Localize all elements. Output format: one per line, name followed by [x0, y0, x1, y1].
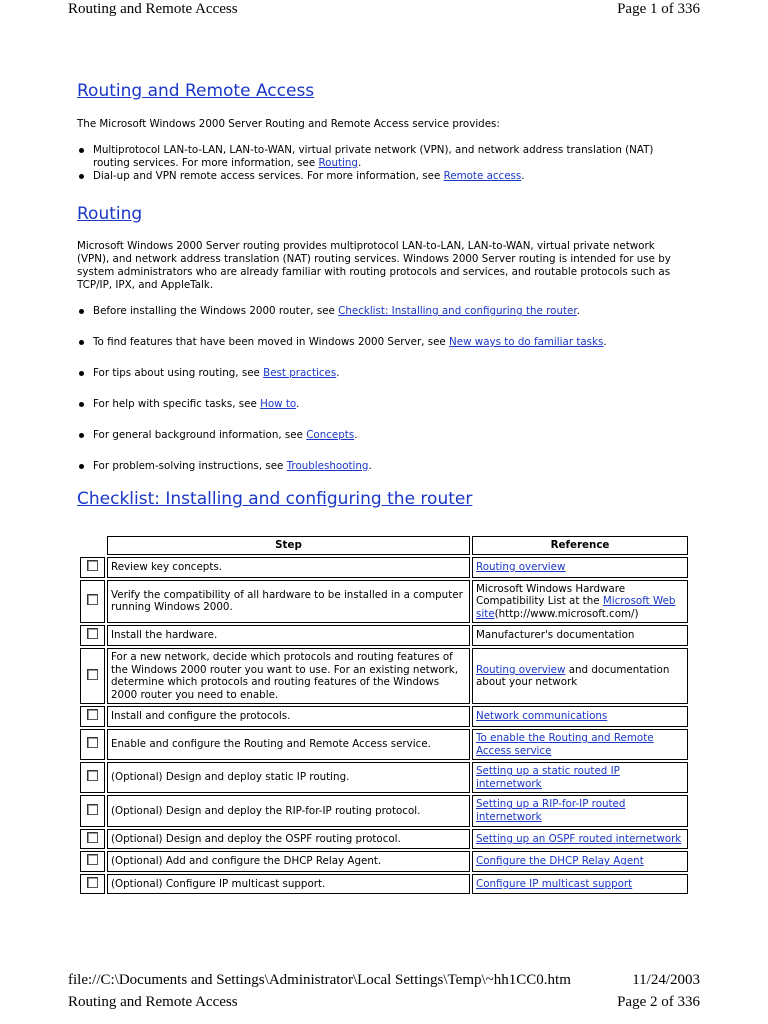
checkbox-icon[interactable] [87, 709, 98, 720]
checkbox-icon[interactable] [87, 560, 98, 571]
checkbox-cell [80, 648, 105, 704]
bullet-item [77, 398, 689, 411]
table-row [80, 557, 688, 578]
checkbox-icon[interactable] [87, 669, 98, 680]
bullet-link[interactable]: Troubleshooting [286, 460, 369, 472]
checkbox-cell [80, 829, 105, 850]
bullet-link[interactable]: Checklist: Installing and configuring the router [338, 305, 577, 317]
page-footer [68, 971, 700, 989]
bullet-text: Before installing the Windows 2000 router, see [93, 305, 339, 317]
heading-checklist[interactable]: Checklist: Installing and configuring the router [77, 489, 473, 509]
header-title: Routing and Remote Access [68, 1, 238, 17]
bullet-item [77, 429, 689, 442]
checkbox-cell [80, 580, 105, 624]
checkbox-icon[interactable] [87, 804, 98, 815]
checkbox-icon[interactable] [87, 832, 98, 843]
heading-routing[interactable]: Routing [77, 204, 143, 224]
checkbox-cell [80, 851, 105, 872]
reference-link[interactable]: Network communications [476, 710, 608, 723]
next-page-header [68, 993, 700, 1011]
reference-cell [472, 625, 688, 646]
column-header-step: Step [107, 536, 470, 555]
bullet-punctuation: . [576, 305, 580, 317]
reference-cell [472, 648, 688, 704]
bullet-punctuation: . [357, 157, 362, 169]
table-row [80, 648, 688, 704]
header-page-number: Page 1 of 336 [617, 1, 700, 17]
reference-link[interactable]: To enable the Routing and Remote Access service [476, 731, 654, 757]
step-cell: (Optional) Design and deploy the OSPF routing protocol. [107, 829, 470, 850]
intro-paragraph: The Microsoft Windows 2000 Server Routing and Remote Access service provides: [77, 118, 500, 130]
bullet-link[interactable]: Remote access [443, 170, 522, 182]
checkbox-cell [80, 625, 105, 646]
checkbox-cell [80, 762, 105, 793]
bullet-item [77, 367, 689, 380]
bullet-text: For problem-solving instructions, see [93, 460, 287, 472]
reference-text: Manufacturer's documentation [476, 629, 635, 642]
bullet-text: For help with specific tasks, see [93, 398, 261, 410]
reference-cell [472, 557, 688, 578]
table-row [80, 829, 688, 850]
table-row [80, 625, 688, 646]
step-cell: (Optional) Design and deploy static IP routing. [107, 762, 470, 793]
page-header [68, 0, 700, 18]
step-cell: Review key concepts. [107, 557, 470, 578]
checkbox-icon[interactable] [87, 628, 98, 639]
checkbox-icon[interactable] [87, 737, 98, 748]
reference-link[interactable]: Setting up an OSPF routed internetwork [476, 832, 682, 845]
reference-link[interactable]: Routing overview [476, 663, 566, 676]
bullet-item [77, 460, 689, 473]
step-cell: (Optional) Design and deploy the RIP-for-IP routing protocol. [107, 795, 470, 826]
bullet-item [77, 336, 689, 349]
step-cell: Verify the compatibility of all hardware to be installed in a computer running Windows 2000. [107, 580, 470, 624]
column-header-reference: Reference [472, 536, 688, 555]
reference-cell [472, 874, 688, 895]
reference-text: Microsoft Windows Hardware Compatibility List at the [476, 582, 626, 608]
bullet-item [77, 305, 689, 318]
reference-cell [472, 580, 688, 624]
bullet-link[interactable]: Best practices [263, 367, 337, 379]
bullet-text: For tips about using routing, see [93, 367, 264, 379]
next-header-page-number: Page 2 of 336 [617, 994, 700, 1010]
bullet-punctuation: . [296, 398, 300, 410]
bullet-punctuation: . [354, 429, 358, 441]
reference-cell [472, 795, 688, 826]
table-row [80, 706, 688, 727]
checklist-table [78, 534, 690, 896]
main-content [77, 80, 689, 510]
checkbox-cell [80, 557, 105, 578]
bullet-text: For general background information, see [93, 429, 307, 441]
bullet-link[interactable]: Routing [318, 157, 358, 169]
reference-link[interactable]: Configure the DHCP Relay Agent [476, 855, 644, 868]
reference-cell [472, 729, 688, 760]
checkbox-icon[interactable] [87, 854, 98, 865]
next-header-title: Routing and Remote Access [68, 994, 238, 1010]
step-cell: For a new network, decide which protocols and routing features of the Windows 2000 router you want to use. For an existing network, determine which protocols and routing features of the Windows 2000 router you need to enable. [107, 648, 470, 704]
reference-cell [472, 829, 688, 850]
footer-date: 11/24/2003 [632, 972, 700, 988]
reference-cell [472, 851, 688, 872]
bullet-link[interactable]: New ways to do familiar tasks [449, 336, 604, 348]
bullet-link[interactable]: Concepts [306, 429, 355, 441]
checkbox-icon[interactable] [87, 877, 98, 888]
reference-link[interactable]: Microsoft Web site [476, 595, 676, 620]
reference-link[interactable]: Setting up a RIP-for-IP routed internetwork [476, 798, 626, 823]
table-row [80, 795, 688, 826]
bullet-punctuation: . [336, 367, 340, 379]
reference-link[interactable]: Setting up a static routed IP internetwork [476, 765, 620, 790]
table-header-row [80, 536, 688, 555]
bullet-text: Multiprotocol LAN-to-LAN, LAN-to-WAN, virtual private network (VPN), and network address translation (NAT) routing services. For more information, see [93, 144, 654, 169]
table-row [80, 762, 688, 793]
bullet-item [77, 144, 689, 170]
bullet-punctuation: . [603, 336, 607, 348]
checkbox-icon[interactable] [87, 770, 98, 781]
step-cell: Install and configure the protocols. [107, 706, 470, 727]
bullet-text: Dial-up and VPN remote access services. For more information, see [93, 170, 444, 182]
step-cell: (Optional) Configure IP multicast support. [107, 874, 470, 895]
bullet-item [77, 170, 689, 183]
reference-link[interactable]: Configure IP multicast support [476, 877, 633, 890]
intro-bullet-list [77, 144, 689, 183]
table-row [80, 851, 688, 872]
table-row [80, 580, 688, 624]
heading-routing-and-remote-access[interactable]: Routing and Remote Access [77, 81, 315, 101]
step-cell: (Optional) Add and configure the DHCP Relay Agent. [107, 851, 470, 872]
reference-text-after: (http://www.microsoft.com/) [494, 607, 639, 620]
bullet-link[interactable]: How to [260, 398, 296, 410]
checkbox-cell [80, 706, 105, 727]
reference-cell [472, 706, 688, 727]
reference-link[interactable]: Routing overview [476, 561, 566, 573]
checkbox-icon[interactable] [87, 594, 98, 605]
reference-cell [472, 762, 688, 793]
bullet-punctuation: . [368, 460, 372, 472]
step-cell: Enable and configure the Routing and Remote Access service. [107, 729, 470, 760]
table-row [80, 874, 688, 895]
checklist-table-body [80, 557, 688, 894]
reference-text-after: and documentation about your network [476, 663, 670, 689]
checkbox-cell [80, 874, 105, 895]
bullet-text: To find features that have been moved in Windows 2000 Server, see [93, 336, 450, 348]
footer-file-path: file://C:\Documents and Settings\Administrator\Local Settings\Temp\~hh1CC0.htm [68, 972, 571, 988]
routing-paragraph: Microsoft Windows 2000 Server routing provides multiprotocol LAN-to-LAN, LAN-to-WAN, virtual private network (VPN), and network address translation (NAT) routing services. Windows 2000 Server routing is intended for use by system administrators who are already familiar with routing protocols and services, and routable protocols such as TCP/IP, IPX, and AppleTalk. [77, 240, 671, 291]
table-header-spacer [80, 536, 105, 555]
checkbox-cell [80, 795, 105, 826]
bullet-punctuation: . [521, 170, 525, 182]
routing-bullet-list [77, 305, 689, 473]
step-cell: Install the hardware. [107, 625, 470, 646]
checkbox-cell [80, 729, 105, 760]
table-row [80, 729, 688, 760]
